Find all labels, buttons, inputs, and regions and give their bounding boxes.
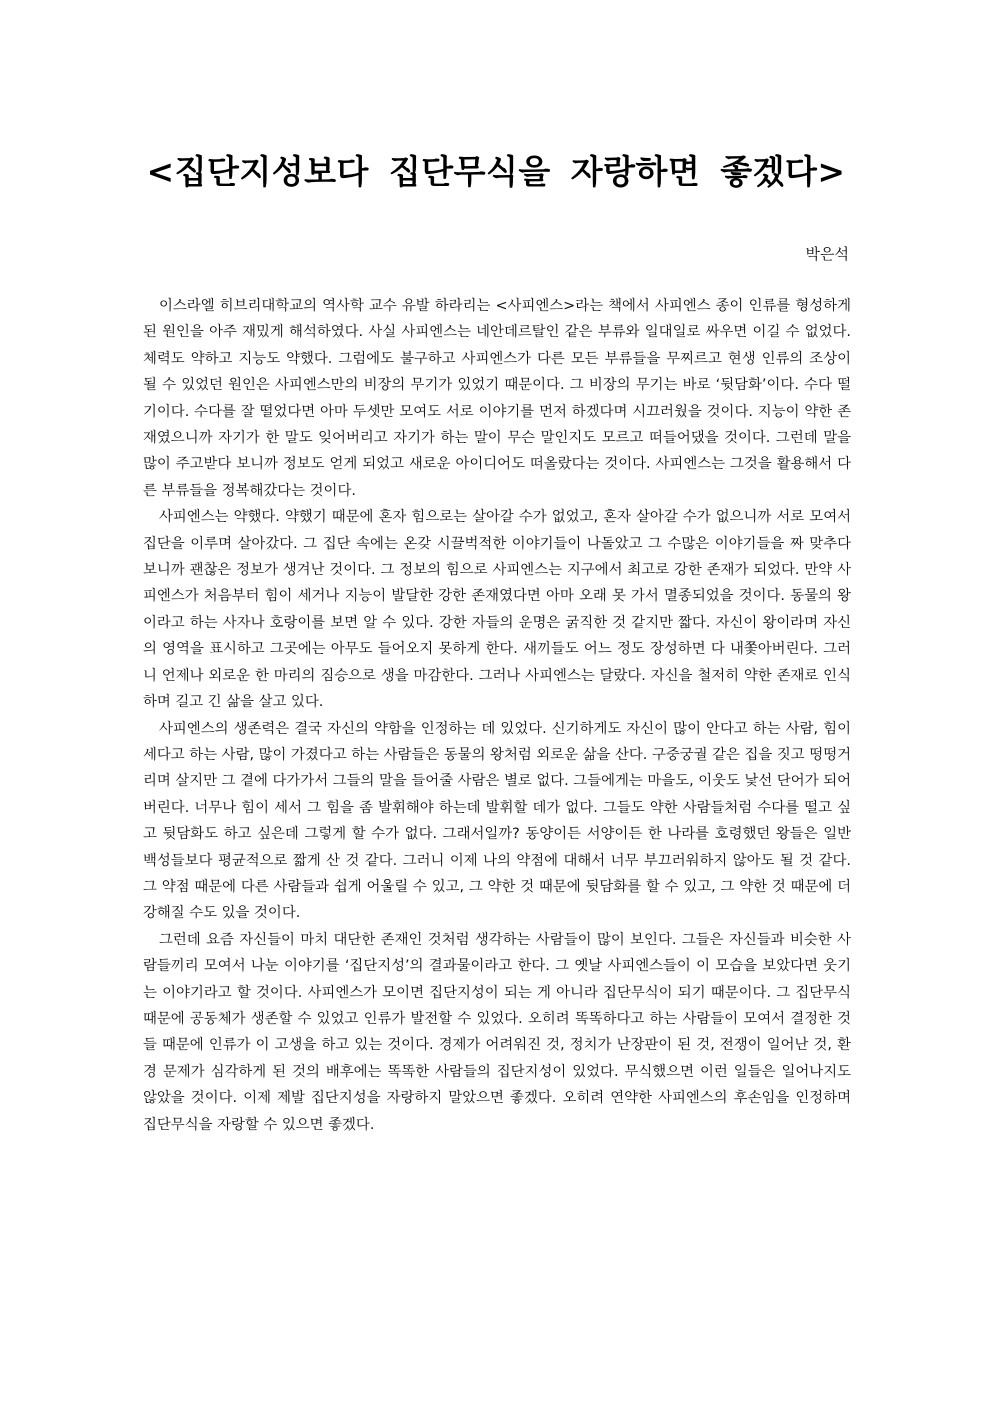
author-name: 박은석 [805, 245, 849, 263]
paragraph-2: 사피엔스는 약했다. 약했기 때문에 혼자 힘으로는 살아갈 수가 없었고, 혼자 살아갈 수가 없으니까 서로 모여서 집단을 이루며 살아갔다. 그 집단 속에는 온갖 시끌벅적한 이야기들이 나돌았고 그 수많은 이야기들을 짜 맞추다 보니까 괜찮은 정보가 생겨난 것이다. 그 정보의 힘으로 사피엔스는 지구에서 최고로 강한 존재가 되었다. 만약 사피엔스가 처음부터 힘이 세거나 지능이 발달한 강한 존재였다면 아마 오래 못 가서 멸종되었을 것이다. 동물의 왕이라고 하는 사자나 호랑이를 보면 알 수 있다. 강한 자들의 운명은 굵직한 것 같지만 짧다. 자신이 왕이라며 자신의 영역을 표시하고 그곳에는 아무도 들어오지 못하게 한다. 새끼들도 어느 정도 장성하면 다 내쫓아버린다. 그러니 언제나 외로운 한 마리의 짐승으로 생을 마감한다. 그러나 사피엔스는 달랐다. 자신을 철저히 약한 존재로 인식하며 길고 긴 삶을 살고 있다. [143, 509, 851, 711]
paragraph-3: 사피엔스의 생존력은 결국 자신의 약함을 인정하는 데 있었다. 신기하게도 자신이 많이 안다고 하는 사람, 힘이 세다고 하는 사람, 많이 가졌다고 하는 사람들은 동물의 왕처럼 외로운 삶을 산다. 구중궁궐 같은 집을 짓고 떵떵거리며 살지만 그 곁에 다가가서 그들의 말을 들어줄 사람은 별로 없다. 그들에게는 마을도, 이웃도 낯선 단어가 되어 버린다. 너무나 힘이 세서 그 힘을 좀 발휘해야 하는데 발휘할 데가 없다. 그들도 약한 사람들처럼 수다를 떨고 싶고 뒷담화도 하고 싶은데 그렇게 할 수가 없다. 그래서일까? 동양이든 서양이든 한 나라를 호령했던 왕들은 일반 백성들보다 평균적으로 짧게 산 것 같다. 그러니 이제 나의 약점에 대해서 너무 부끄러워하지 않아도 될 것 같다. 그 약점 때문에 다른 사람들과 쉽게 어울릴 수 있고, 그 약한 것 때문에 뒷담화를 할 수 있고, 그 약한 것 때문에 더 강해질 수도 있을 것이다. [143, 720, 851, 922]
paragraph-4: 그런데 요즘 자신들이 마치 대단한 존재인 것처럼 생각하는 사람들이 많이 보인다. 그들은 자신들과 비슷한 사람들끼리 모여서 나눈 이야기를 ‘집단지성’의 결과물이라고 한다. 그 옛날 사피엔스들이 이 모습을 보았다면 웃기는 이야기라고 할 것이다. 사피엔스가 모이면 집단지성이 되는 게 아니라 집단무식이 되기 때문이다. 그 집단무식 때문에 공동체가 생존할 수 있었고 인류가 발전할 수 있었다. 오히려 똑똑하다고 하는 사람들이 모여서 결정한 것들 때문에 인류가 이 고생을 하고 있는 것이다. 경제가 어려워진 것, 정치가 난장판이 된 것, 전쟁이 일어난 것, 환경 문제가 심각하게 된 것의 배후에는 똑똑한 사람들의 집단지성이 있었다. 무식했으면 이런 일들은 일어나지도 않았을 것이다. 이제 제발 집단지성을 자랑하지 말았으면 좋겠다. 오히려 연약한 사피엔스의 후손임을 인정하며 집단무식을 자랑할 수 있으면 좋겠다. [143, 931, 851, 1133]
document-title: <집단지성보다 집단무식을 자랑하면 좋겠다> [146, 152, 846, 191]
document-body [143, 293, 851, 1138]
paragraph-1: 이스라엘 히브리대학교의 역사학 교수 유발 하라리는 <사피엔스>라는 책에서 사피엔스 종이 인류를 형성하게 된 원인을 아주 재밌게 해석하였다. 사실 사피엔스는 네안데르탈인 같은 부류와 일대일로 싸우면 이길 수 없었다. 체력도 약하고 지능도 약했다. 그럼에도 불구하고 사피엔스가 다른 모든 부류들을 무찌르고 현생 인류의 조상이 될 수 있었던 원인은 사피엔스만의 비장의 무기가 있었기 때문이다. 그 비장의 무기는 바로 ‘뒷담화’이다. 수다 떨기이다. 수다를 잘 떨었다면 아마 두셋만 모여도 서로 이야기를 먼저 하겠다며 시끄러웠을 것이다. 지능이 약한 존재였으니까 자기가 한 말도 잊어버리고 자기가 하는 말이 무슨 말인지도 모르고 떠들어댔을 것이다. 그런데 말을 많이 주고받다 보니까 정보도 얻게 되었고 새로운 아이디어도 떠올랐다는 것이다. 사피엔스는 그것을 활용해서 다른 부류들을 정복해갔다는 것이다. [143, 298, 851, 499]
